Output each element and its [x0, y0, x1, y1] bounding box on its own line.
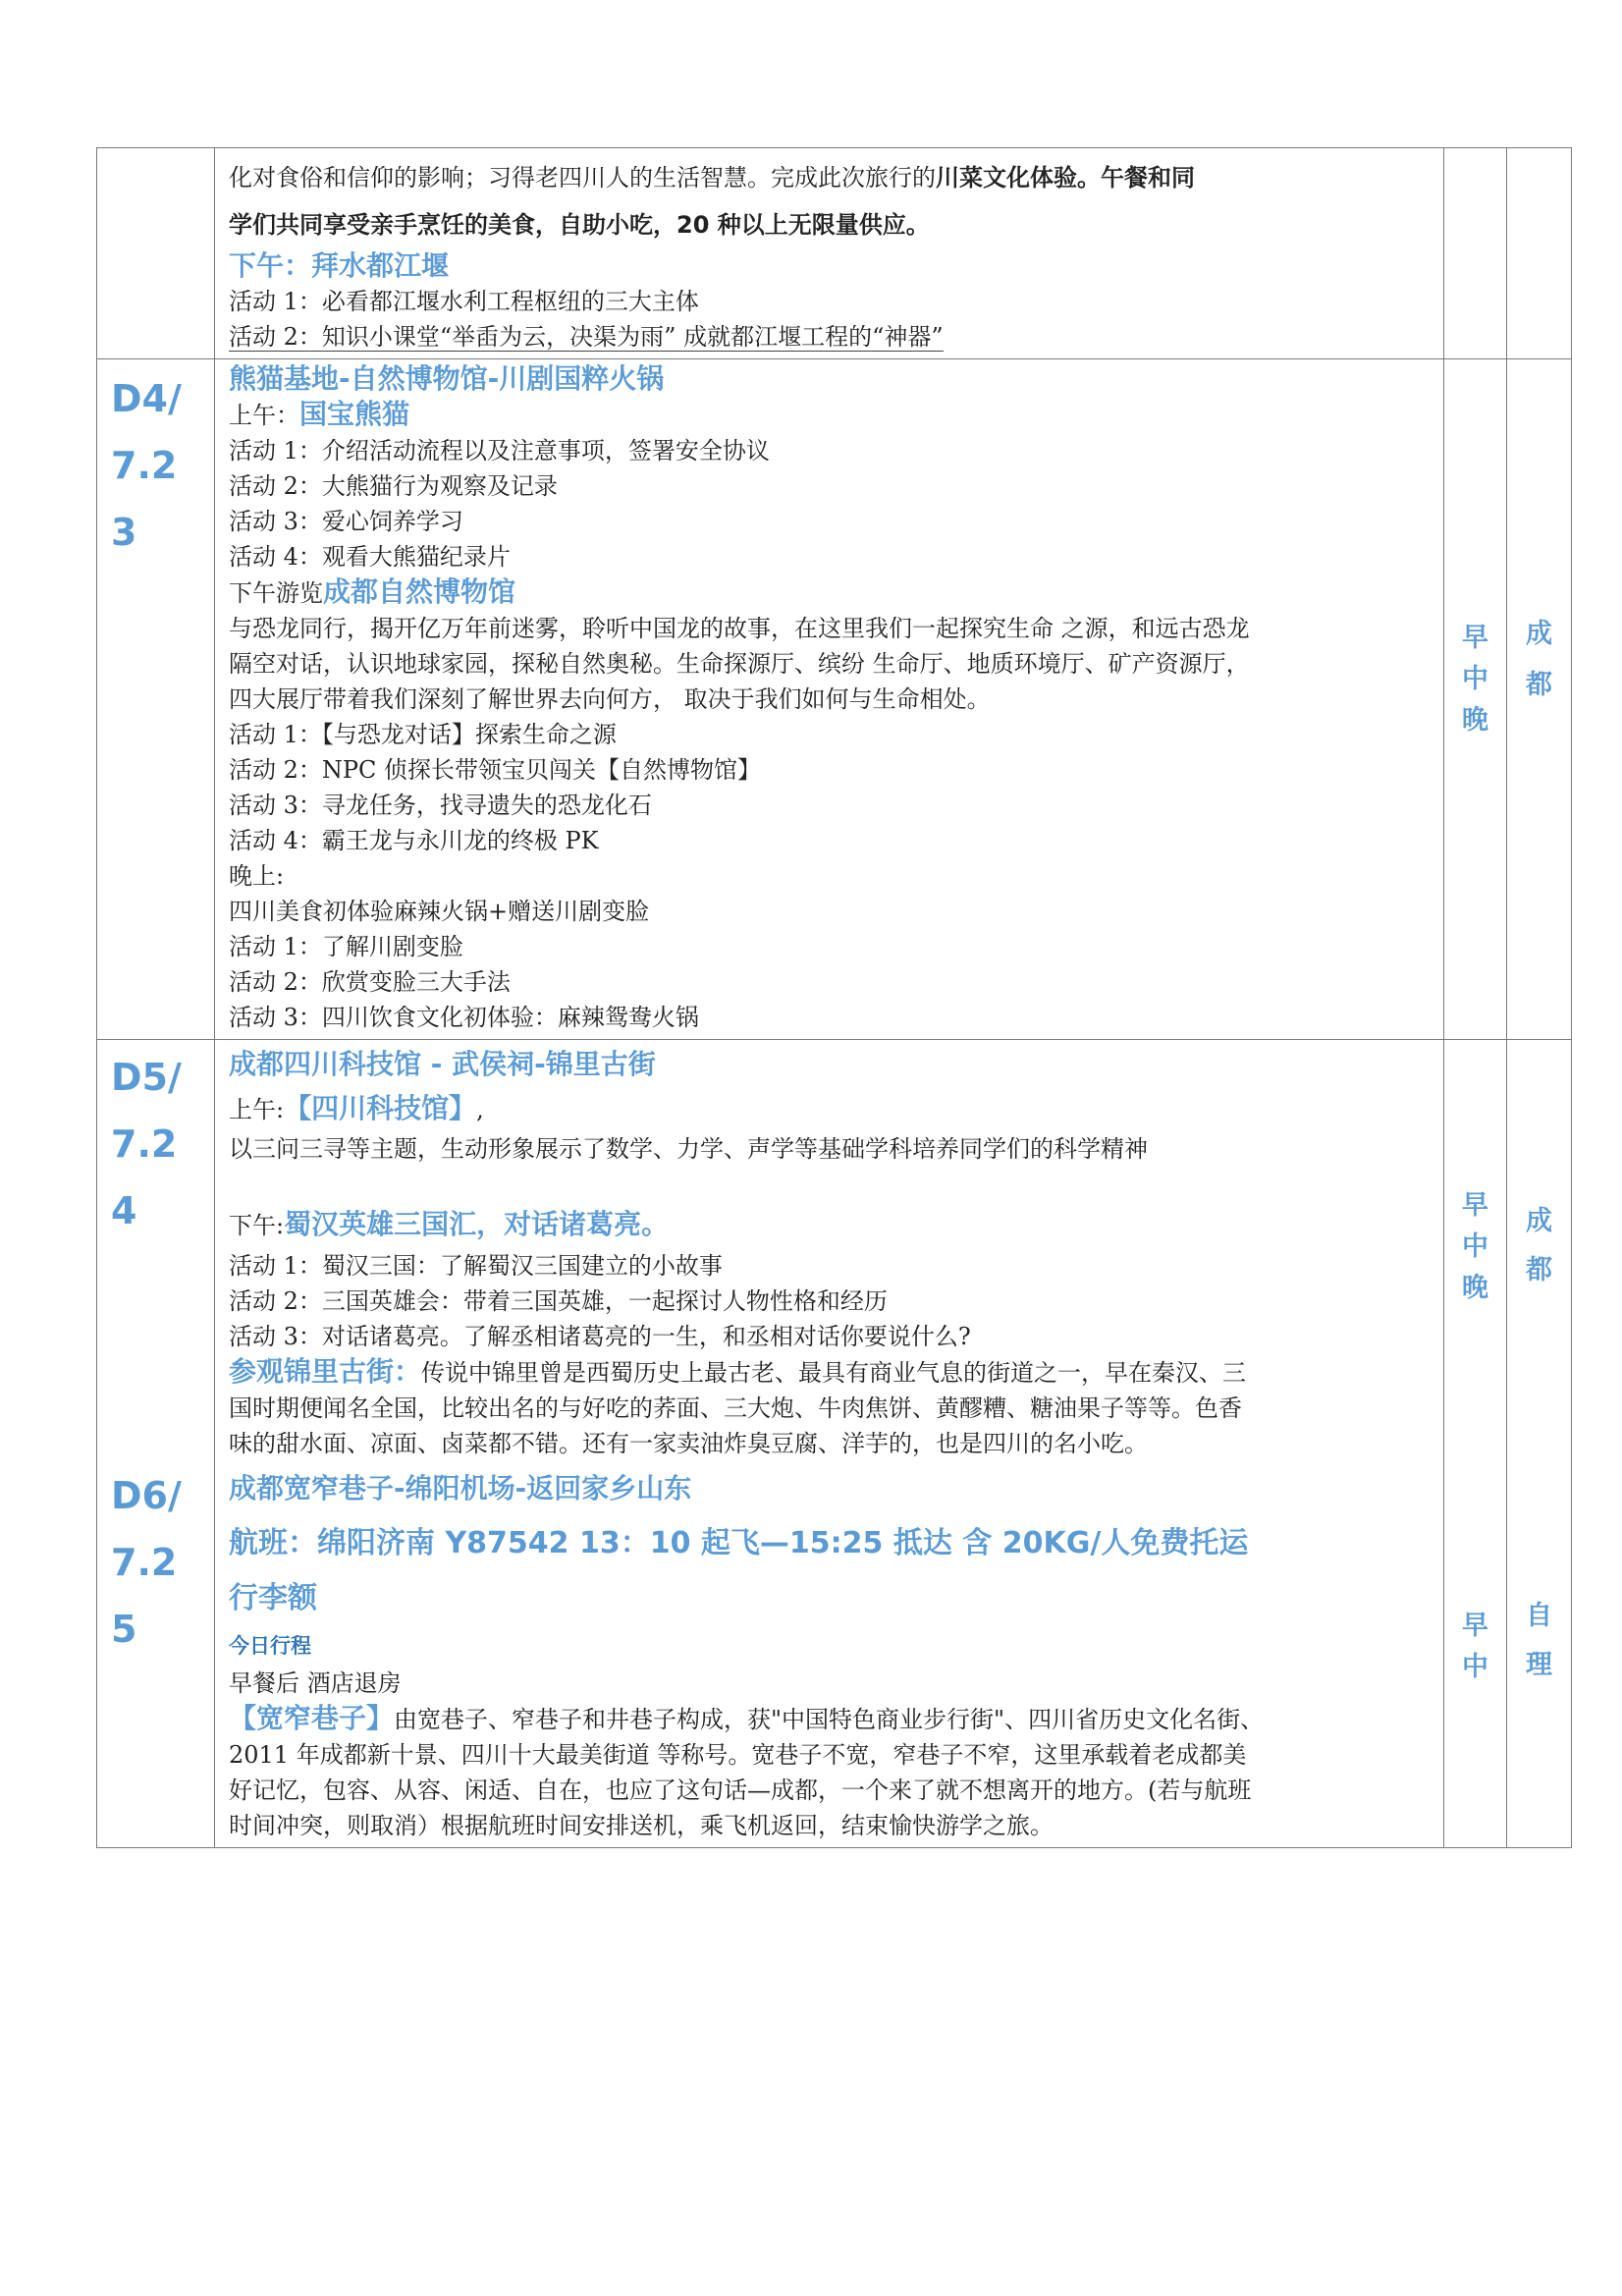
day-label: 7.2: [111, 1541, 178, 1584]
stay-label: 成: [1526, 619, 1552, 649]
stay-cell: [1507, 359, 1572, 1040]
kz-line: 时间冲突，则取消）根据航班时间安排送机，乘飞机返回，结束愉快游学之旅。: [229, 1812, 1054, 1839]
activity-line: 活动 2：NPC 侦探长带领宝贝闯关【自然博物馆】: [229, 756, 762, 784]
breakfast-line: 早餐后 酒店退房: [229, 1669, 402, 1697]
row-d4: [97, 359, 1572, 1040]
today-label: 今日行程: [229, 1634, 311, 1658]
flight-line: 航班：绵阳济南 Y87542 13：10 起飞—15:25 抵达 含 20KG/人免费托运: [229, 1526, 1249, 1560]
activity-line: 活动 3：爱心饲养学习: [229, 508, 463, 535]
pm-line: 下午游览成都自然博物馆: [229, 575, 516, 608]
activity-line: 活动 2：三国英雄会：带着三国英雄，一起探讨人物性格和经历: [229, 1287, 888, 1315]
meal-cell: [1444, 1040, 1507, 1848]
day-label: 3: [111, 511, 137, 554]
intro-line: 四大展厅带着我们深刻了解世界去向何方， 取决于我们如何与生命相处。: [229, 685, 991, 713]
activity-line: 活动 1：必看都江堰水利工程枢纽的三大主体: [229, 288, 699, 315]
meal-cell: [1444, 359, 1507, 1040]
meal-cell: [1444, 148, 1507, 359]
row-d5-d6: [97, 1040, 1572, 1848]
day-title: 成都宽窄巷子-绵阳机场-返回家乡山东: [229, 1472, 692, 1504]
pm-line: 下午:蜀汉英雄三国汇，对话诸葛亮。: [229, 1208, 670, 1240]
activity-line: 活动 1：了解川剧变脸: [229, 933, 463, 960]
flight-line: 行李额: [229, 1581, 317, 1615]
activity-line: 活动 2：知识小课堂“举臿为云，决渠为雨” 成就都江堰工程的“神器”: [229, 323, 944, 351]
am-line: 上午:【四川科技馆】,: [229, 1092, 484, 1124]
kz-line: 2011 年成都新十景、四川十大最美街道 等称号。宽巷子不宽，窄巷子不窄，这里承载着老成都美: [229, 1741, 1247, 1769]
stay-label: 成: [1526, 1206, 1552, 1236]
stay-label: 理: [1526, 1650, 1552, 1680]
meal-label: 中: [1462, 1231, 1488, 1262]
day-title: 成都四川科技馆 - 武侯祠-锦里古街: [229, 1048, 656, 1080]
desc-cell: [215, 359, 1444, 1040]
activity-line: 活动 3：四川饮食文化初体验：麻辣鸳鸯火锅: [229, 1004, 699, 1031]
day-title: 熊猫基地-自然博物馆-川剧国粹火锅: [229, 362, 665, 395]
stay-label: 都: [1526, 1255, 1552, 1285]
day-cell: [97, 359, 215, 1040]
meal-label: 早: [1462, 1190, 1488, 1221]
activity-line: 活动 3：对话诸葛亮。了解丞相诸葛亮的一生，和丞相对话你要说什么?: [229, 1323, 971, 1350]
activity-line: 活动 1：蜀汉三国：了解蜀汉三国建立的小故事: [229, 1252, 723, 1280]
row-d3-continued: [97, 148, 1572, 359]
meal-label: 早: [1462, 623, 1488, 653]
desc-cell: [215, 148, 1444, 359]
desc-line: 学们共同享受亲手烹饪的美食，自助小吃，20 种以上无限量供应。: [229, 211, 930, 239]
pm-heading: 下午：拜水都江堰: [229, 249, 450, 282]
activity-line: 活动 1：【与恐龙对话】探索生命之源: [229, 721, 617, 748]
stay-label: 自: [1526, 1601, 1552, 1631]
itinerary-table: [96, 147, 1572, 1848]
meal-label: 早: [1462, 1611, 1488, 1641]
evening-title: 四川美食初体验麻辣火锅+赠送川剧变脸: [229, 898, 650, 925]
activity-line: 活动 1：介绍活动流程以及注意事项，签署安全协议: [229, 437, 770, 465]
kz-line: 好记忆，包容、从容、闲适、自在，也应了这句话—成都，一个来了就不想离开的地方。(若与航班: [229, 1777, 1252, 1804]
intro-line: 与恐龙同行，揭开亿万年前迷雾，聆听中国龙的故事，在这里我们一起探究生命 之源，和远古恐龙: [229, 615, 1250, 642]
meal-label: 晚: [1462, 705, 1488, 736]
day-label: 7.2: [111, 444, 178, 487]
day-cell: [97, 148, 215, 359]
day-label: 7.2: [111, 1122, 178, 1166]
activity-line: 活动 2：大熊猫行为观察及记录: [229, 472, 558, 500]
desc-line: 化对食俗和信仰的影响；习得老四川人的生活智慧。完成此次旅行的川菜文化体验。午餐和同: [229, 164, 1195, 191]
meal-label: 中: [1462, 1652, 1488, 1682]
am-line: 上午：国宝熊猫: [229, 398, 410, 430]
meal-label: 中: [1462, 664, 1488, 694]
evening-label: 晚上:: [229, 862, 285, 890]
day-label: 4: [111, 1189, 137, 1232]
meal-label: 晚: [1462, 1273, 1488, 1303]
jinli-line: 国时期便闻名全国，比较出名的与好吃的荞面、三大炮、牛肉焦饼、黄醪糟、糖油果子等等。色香: [229, 1394, 1242, 1422]
day-label: D4/: [111, 377, 182, 420]
activity-line: 活动 2：欣赏变脸三大手法: [229, 968, 511, 996]
stay-cell: [1507, 148, 1572, 359]
activity-line: 活动 4：观看大熊猫纪录片: [229, 543, 511, 571]
desc-cell: [215, 1040, 1444, 1848]
intro-line: 隔空对话，认识地球家园，探秘自然奥秘。生命探源厅、缤纷 生命厅、地质环境厅、矿产资源厅，: [229, 650, 1250, 678]
jinli-line: 参观锦里古街：传说中锦里曾是西蜀历史上最古老、最具有商业气息的街道之一，早在秦汉、三: [229, 1355, 1247, 1388]
jinli-line: 味的甜水面、凉面、卤菜都不错。还有一家卖油炸臭豆腐、洋芋的，也是四川的名小吃。: [229, 1430, 1148, 1457]
stay-label: 都: [1526, 670, 1552, 700]
day-cell: [97, 1040, 215, 1848]
day-label: D6/: [111, 1474, 182, 1517]
am-text: 以三问三寻等主题，生动形象展示了数学、力学、声学等基础学科培养同学们的科学精神: [229, 1135, 1148, 1163]
kz-line: 【宽窄巷子】由宽巷子、窄巷子和井巷子构成，获"中国特色商业步行街"、四川省历史文化名街、: [229, 1702, 1265, 1734]
activity-line: 活动 3：寻龙任务，找寻遗失的恐龙化石: [229, 792, 652, 819]
stay-cell: [1507, 1040, 1572, 1848]
day-label: D5/: [111, 1056, 182, 1099]
activity-line: 活动 4：霸王龙与永川龙的终极 PK: [229, 827, 599, 854]
day-label: 5: [111, 1608, 137, 1651]
